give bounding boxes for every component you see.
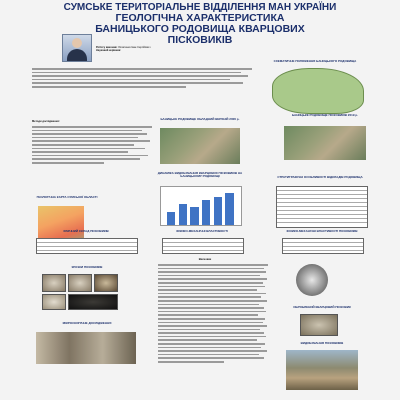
sample-1 — [42, 274, 66, 292]
microscope-circle-image — [296, 264, 328, 296]
sat2-title: БАНИЦЬКЕ РОДОВИЩЕ ПІСКОВИКІВ 2019 р. — [292, 113, 358, 117]
map-ukraine-title: СХЕМАТИЧНЕ ПОЛОЖЕННЯ БАНИЦЬКОГО РОДОВИЩА — [273, 59, 357, 63]
author-name: Лопатенко Іван Сергійович — [118, 46, 151, 49]
author-label: Роботу виконав: — [96, 46, 118, 49]
methods-text — [32, 126, 152, 166]
conclusions-title: Висновки — [198, 258, 212, 261]
methods-title: Методи дослідження: — [32, 120, 60, 123]
author-block — [96, 46, 296, 52]
sat1-title: БАНИЦЬКЕ РОДОВИЩЕ ОБЛАДНИЙ ВЕРХНІЙ 2006 р. — [160, 117, 240, 121]
micro-title: МІКРОСКОПІЧНЕ ДОСЛІДЖЕННЯ — [62, 321, 112, 325]
geo-map-title: ГЕОЛОГІЧНА КАРТА СУМСЬКОЇ ОБЛАСТІ — [36, 195, 98, 199]
chart-bar — [225, 193, 233, 225]
chart-bar — [190, 207, 198, 225]
physical-table — [162, 238, 244, 254]
intro-text — [32, 68, 252, 90]
author-photo — [62, 34, 92, 62]
chart-title: ДИНАМІКА ВИДОБУВАННЯ КВАРЦОВИХ ПІСКОВИКІВ НА БАНИЦЬКОМУ РОДОВИЩІ — [157, 171, 243, 179]
table1-title: СТРАТИГРАФІЧНІ ОСОБЛИВОСТІ ВІДКЛАДІВ РОДОВИЩА — [277, 175, 363, 179]
production-chart — [160, 186, 242, 226]
photo-site-title: ВИДОБУВАННЯ ПІСКОВИКІВ — [300, 341, 344, 345]
rock-title: ОБРОБЛЕНИЙ КВАРЦОВИЙ ПІСКОВИК — [293, 305, 351, 309]
table4-title: ФІЗИКО-МЕХАНІЧНІ ВЛАСТИВОСТІ ПІСКОВИКІВ — [286, 229, 358, 233]
chemical-table — [36, 238, 138, 254]
title-line-2: ГЕОЛОГІЧНА ХАРАКТЕРИСТИКА — [115, 12, 285, 24]
sample-5 — [68, 294, 118, 310]
samples-title: ЗРАЗКИ ПІСКОВИКІВ — [71, 265, 103, 269]
chart-bar — [214, 197, 222, 225]
table2-title: ХІМІЧНИЙ СКЛАД ПІСКОВИКІВ — [63, 229, 109, 233]
satellite-image-2019 — [284, 126, 366, 160]
chart-bar — [167, 212, 175, 225]
table3-title: ФІЗИКО-МЕХАНІЧНІ ВЛАСТИВОСТІ — [176, 229, 228, 233]
stratigraphy-table — [276, 186, 368, 228]
poster — [10, 2, 390, 398]
chart-bar — [179, 204, 187, 225]
sample-2 — [68, 274, 92, 292]
title-line-4: ПІСКОВИКІВ — [167, 34, 233, 46]
supervisor-label: Науковий керівник: — [96, 49, 122, 52]
chart-bar — [202, 200, 210, 225]
quarry-photo — [286, 350, 358, 390]
author-photo-head — [72, 38, 82, 48]
microscope-image-left — [36, 332, 136, 364]
ukraine-map — [272, 68, 364, 114]
conclusions-text — [158, 264, 268, 365]
sample-3 — [94, 274, 118, 292]
mechanical-table — [282, 238, 364, 254]
title-line-3: БАНИЦЬКОГО РОДОВИЩА КВАРЦОВИХ — [95, 23, 305, 35]
author-photo-body — [67, 49, 87, 61]
title-line-1: СУМСЬКЕ ТЕРИТОРІАЛЬНЕ ВІДДІЛЕННЯ МАН УКРАЇНИ — [63, 2, 337, 13]
satellite-image-2006 — [160, 128, 240, 164]
rock-image — [300, 314, 338, 336]
sample-4 — [42, 294, 66, 310]
